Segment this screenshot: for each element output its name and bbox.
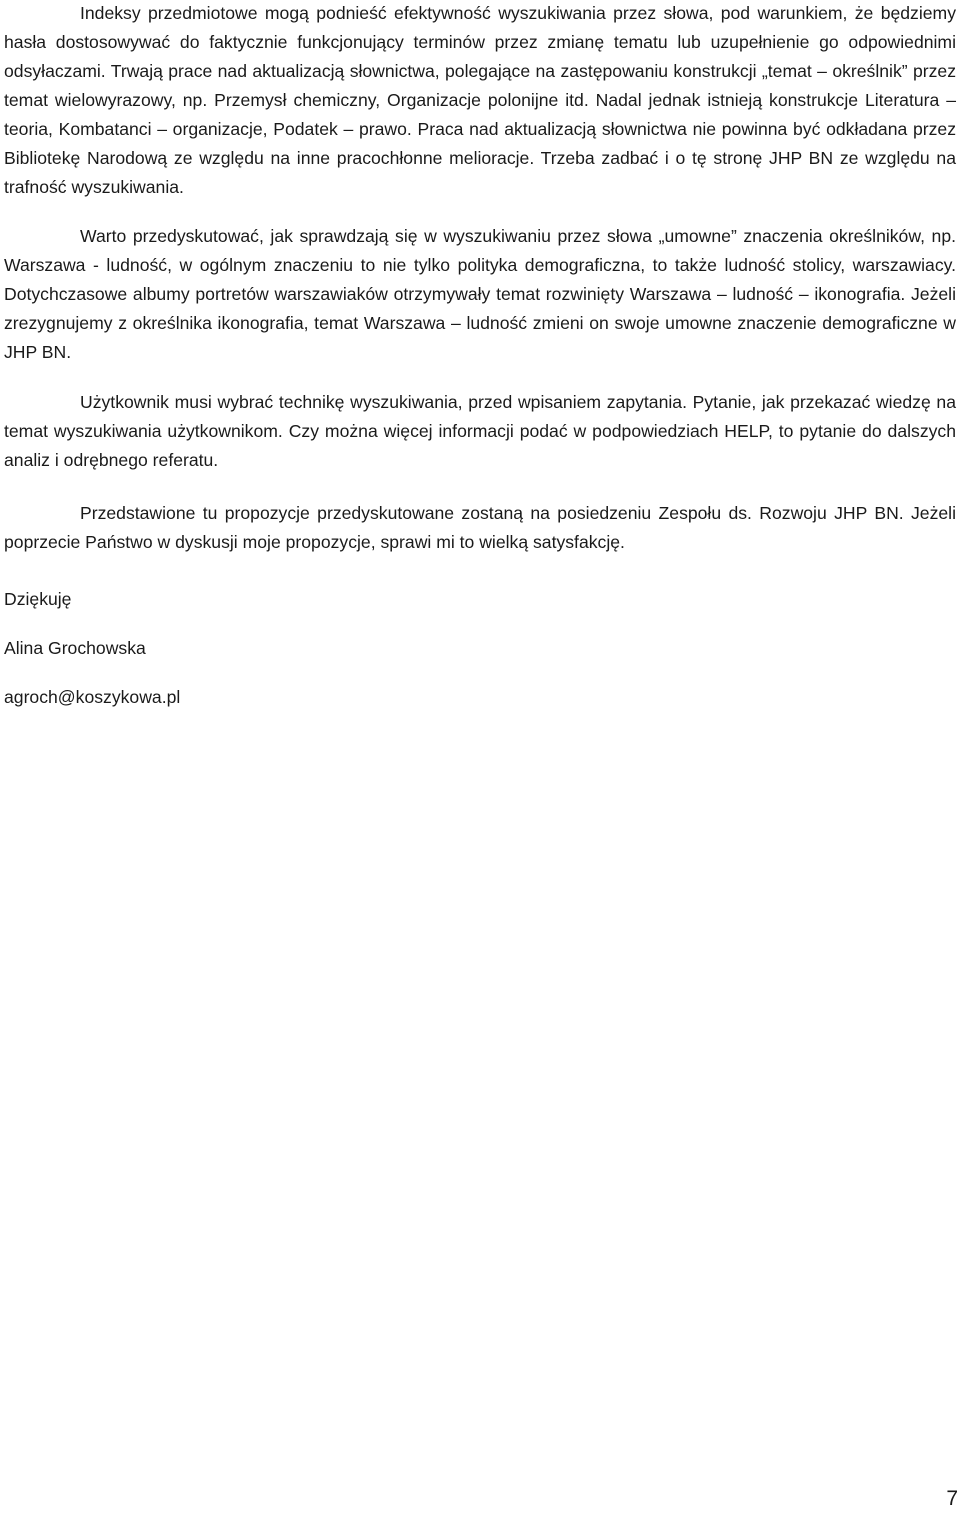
document-page [4, 0, 956, 577]
page-number: 7 [946, 1487, 958, 1510]
author-name: Alina Grochowska [4, 638, 146, 658]
paragraph-user-technique: Użytkownik musi wybrać technikę wyszukiwania, przed wpisaniem zapytania. Pytanie, jak przekazać wiedzę na temat wyszukiwania użytkownikom. Czy można więcej informacji podać w podpowiedziach HELP, to pytanie do dalszych analiz i odrębnego referatu. [4, 392, 956, 470]
closing-thanks: Dziękuję [4, 589, 72, 609]
paragraph-proposals: Przedstawione tu propozycje przedyskutowane zostaną na posiedzeniu Zespołu ds. Rozwoju JHP BN. Jeżeli poprzecie Państwo w dyskusji moje propozycje, sprawi mi to wielką satysfakcję. [4, 503, 956, 552]
paragraph-modifiers: Warto przedyskutować, jak sprawdzają się w wyszukiwaniu przez słowa „umowne” znaczenia określników, np. Warszawa - ludność, w ogólnym znaczeniu to nie tylko polityka demograficzna, to także ludność stolicy, warszawiacy. Dotychczasowe albumy portretów warszawiaków otrzymywały temat rozwinięty Warszawa – ludność – ikonografia. Jeżeli zrezygnujemy z określnika ikonografia, temat Warszawa – ludność zmieni on swoje umowne znaczenie demograficzne w JHP BN. [4, 226, 956, 362]
paragraph-indexes: Indeksy przedmiotowe mogą podnieść efektywność wyszukiwania przez słowa, pod warunkiem, że będziemy hasła dostosowywać do faktycznie funkcjonujący terminów przez zmianę tematu lub uzupełnienie go odpowiednimi odsyłaczami. Trwają prace nad aktualizacją słownictwa, polegające na zastępowaniu konstrukcji „temat – określnik” przez temat wielowyrazowy, np. Przemysł chemiczny, Organizacje polonijne itd. Nadal jednak istnieją konstrukcje Literatura – teoria, Kombatanci – organizacje, Podatek – prawo. Praca nad aktualizacją słownictwa nie powinna być odkładana przez Bibliotekę Narodową ze względu na inne pracochłonne melioracje. Trzeba zadbać i o tę stronę JHP BN ze względu na trafność wyszukiwania. [4, 3, 956, 197]
author-email: agroch@koszykowa.pl [4, 687, 181, 707]
